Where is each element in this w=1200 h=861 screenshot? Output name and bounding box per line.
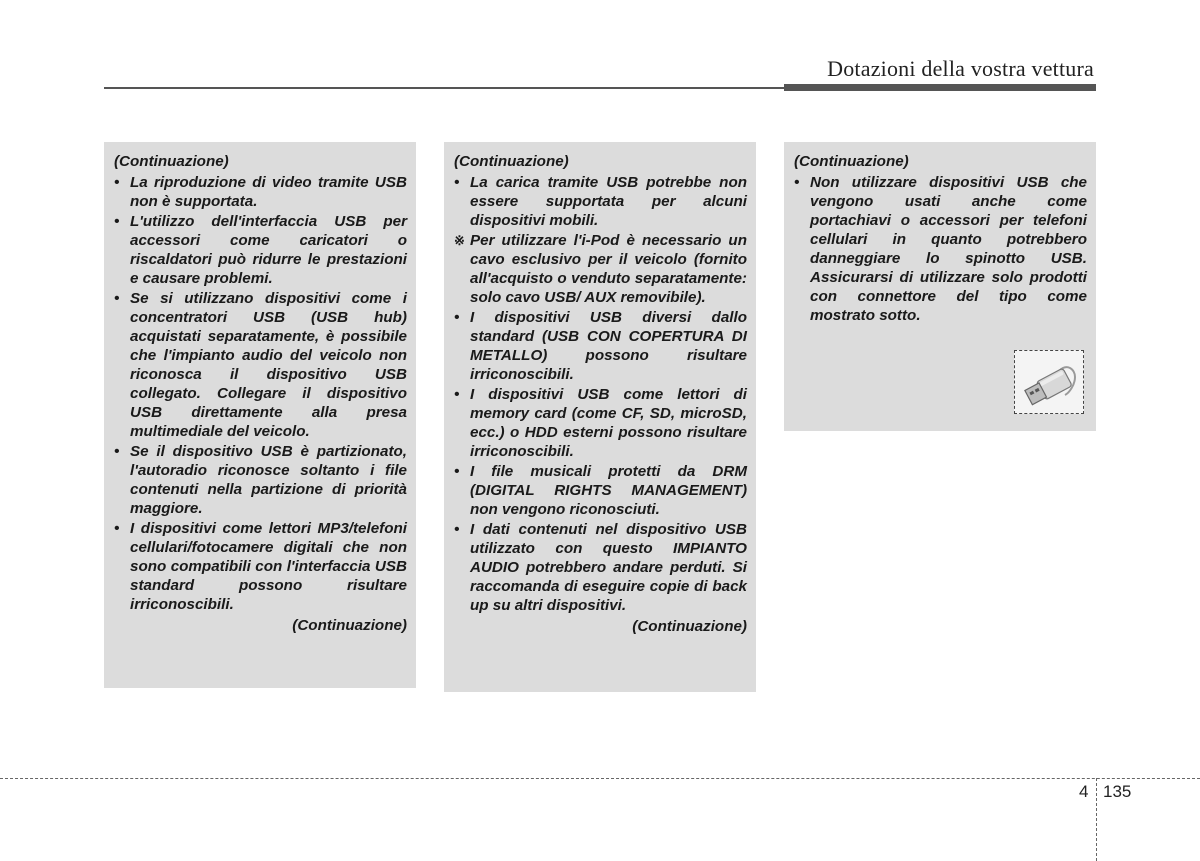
list-item: • I dispositivi USB come lettori di memory card (come CF, SD, microSD, ecc.) o HDD esterni possono risultare irriconoscibili. <box>454 385 747 461</box>
section-title: Dotazioni della vostra vettura <box>827 56 1094 81</box>
list-item: • L'utilizzo dell'interfaccia USB per accessori come caricatori o riscaldatori può ridurre le prestazioni e causare problemi. <box>114 212 407 288</box>
continuation-label-top: (Continuazione) <box>794 153 909 170</box>
list-item: • I dati contenuti nel dispositivo USB utilizzato con questo IMPIANTO AUDIO potrebbero andare perduti. Si raccomanda di eseguire copie di back up su altri dispositivi. <box>454 520 747 615</box>
continuation-label-bottom: (Continuazione) <box>632 618 747 635</box>
list-item: • Se il dispositivo USB è partizionato, l'autoradio riconosce soltanto i file contenuti nella partizione di priorità maggiore. <box>114 442 407 518</box>
note-box-column-2 <box>444 142 756 692</box>
bullet-list <box>794 173 1087 325</box>
note-box-column-1 <box>104 142 416 688</box>
chapter-number: 4 <box>1079 782 1089 801</box>
footer-rule <box>0 778 1200 779</box>
continuation-label-top: (Continuazione) <box>114 153 229 170</box>
usb-flash-drive-icon <box>1015 351 1083 413</box>
continuation-label-top: (Continuazione) <box>454 153 569 170</box>
page-number: 135 <box>1103 782 1132 801</box>
list-item: • Se si utilizzano dispositivi come i concentratori USB (USB hub) acquistati separatamente, è possibile che l'impianto audio del veicolo non riconosca il dispositivo USB collegato. Collegare il dispositivo USB direttamente alla presa multimediale del veicolo. <box>114 289 407 441</box>
header-rule-accent <box>784 84 1096 91</box>
header-rule <box>104 87 784 89</box>
bullet-list <box>454 173 747 615</box>
bullet-list <box>114 173 407 614</box>
list-item: • La riproduzione di video tramite USB non è supportata. <box>114 173 407 211</box>
note-item: ※ Per utilizzare l'i-Pod è necessario un cavo esclusivo per il veicolo (fornito all'acquisto o venduto separatamente: solo cavo USB/ AUX removibile). <box>454 231 747 307</box>
footer-divider <box>1096 778 1097 861</box>
list-item: • I file musicali protetti da DRM (DIGITAL RIGHTS MANAGEMENT) non vengono riconosciuti. <box>454 462 747 519</box>
list-item: • I dispositivi come lettori MP3/telefoni cellulari/fotocamere digitali che non sono compatibili con l'interfaccia USB standard possono risultare irriconoscibili. <box>114 519 407 614</box>
list-item: • I dispositivi USB diversi dallo standard (USB CON COPERTURA DI METALLO) possono risultare irriconoscibili. <box>454 308 747 384</box>
continuation-label-bottom: (Continuazione) <box>292 617 407 634</box>
usb-connector-figure <box>1014 350 1084 414</box>
list-item: • Non utilizzare dispositivi USB che vengono usati anche come portachiavi o accessori per telefoni cellulari in quanto potrebbero danneggiare lo spinotto USB. Assicurarsi di utilizzare solo prodotti con connettore del tipo come mostrato sotto. <box>794 173 1087 325</box>
list-item: • La carica tramite USB potrebbe non essere supportata per alcuni dispositivi mobili. <box>454 173 747 230</box>
